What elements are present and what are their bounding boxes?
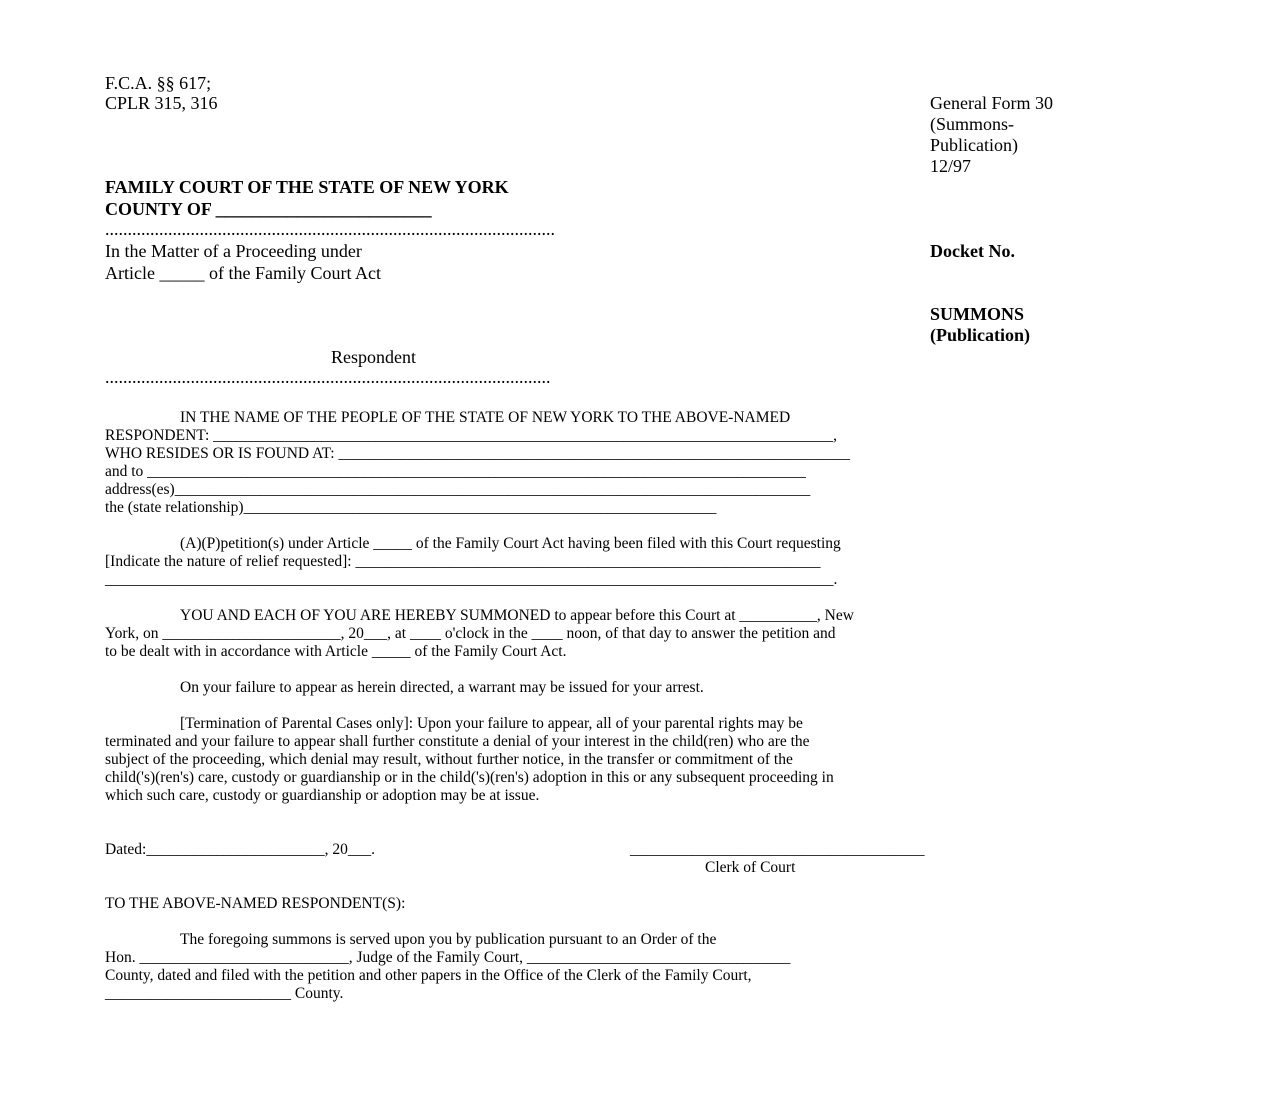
court-name: FAMILY COURT OF THE STATE OF NEW YORK xyxy=(105,177,509,197)
dated-line: Dated:_______________________, 20___. xyxy=(105,841,375,858)
docket-label: Docket No. xyxy=(930,241,1015,261)
resides-line: WHO RESIDES OR IS FOUND AT: __________________________________________________________________ xyxy=(105,445,850,462)
clerk-signature-line: ______________________________________ xyxy=(630,841,925,858)
address-line: address(es)__________________________________________________________________________________ xyxy=(105,481,811,498)
termination-line1: [Termination of Parental Cases only]: Upon your failure to appear, all of your parental rights may be xyxy=(180,715,803,732)
publication-line3: County, dated and filed with the petition and other papers in the Office of the Clerk of the Family Court, xyxy=(105,967,752,984)
publication-line4: ________________________ County. xyxy=(105,985,344,1002)
respondent-line: RESPONDENT: ________________________________________________________________________________, xyxy=(105,427,838,444)
and-to-line: and to _____________________________________________________________________________________ xyxy=(105,463,806,480)
caption-bottom-rule: ................................................................................................... xyxy=(105,367,551,387)
form-date: 12/97 xyxy=(930,156,972,176)
matter-line2: Article _____ of the Family Court Act xyxy=(105,263,381,283)
termination-line5: which such care, custody or guardianship or adoption may be at issue. xyxy=(105,787,540,804)
county-line: COUNTY OF ________________________ xyxy=(105,199,432,219)
form-type-line2: Publication) xyxy=(930,135,1018,155)
matter-line1: In the Matter of a Proceeding under xyxy=(105,241,362,261)
document-title: SUMMONS xyxy=(930,304,1024,324)
clerk-label: Clerk of Court xyxy=(705,859,796,876)
form-number: General Form 30 xyxy=(930,93,1053,113)
to-respondents-heading: TO THE ABOVE-NAMED RESPONDENT(S): xyxy=(105,895,406,912)
termination-line3: subject of the proceeding, which denial may result, without further notice, in the transfer or commitment of the xyxy=(105,751,793,768)
cplr-citation: CPLR 315, 316 xyxy=(105,93,218,113)
termination-line2: terminated and your failure to appear shall further constitute a denial of your interest in the child(ren) who are the xyxy=(105,733,810,750)
statute-citation: F.C.A. §§ 617; xyxy=(105,73,212,93)
summoned-line3: to be dealt with in accordance with Article _____ of the Family Court Act. xyxy=(105,643,567,660)
relief-line: [Indicate the nature of relief requested]: ____________________________________________________________ xyxy=(105,553,821,570)
relationship-line: the (state relationship)_____________________________________________________________ xyxy=(105,499,717,516)
publication-line2: Hon. ___________________________, Judge of the Family Court, __________________________________ xyxy=(105,949,791,966)
summoned-line1: YOU AND EACH OF YOU ARE HEREBY SUMMONED to appear before this Court at __________, New xyxy=(180,607,854,624)
publication-line1: The foregoing summons is served upon you by publication pursuant to an Order of the xyxy=(180,931,717,948)
termination-line4: child('s)(ren's) care, custody or guardianship or in the child('s)(ren's) adoption in this or any subsequent proceeding in xyxy=(105,769,834,786)
caption-top-rule: .................................................................................................... xyxy=(105,219,555,239)
warrant-notice: On your failure to appear as herein directed, a warrant may be issued for your arrest. xyxy=(180,679,704,696)
people-heading: IN THE NAME OF THE PEOPLE OF THE STATE OF NEW YORK TO THE ABOVE-NAMED xyxy=(180,409,791,426)
relief-blank-line: ______________________________________________________________________________________________. xyxy=(105,571,838,588)
petition-line1: (A)(P)petition(s) under Article _____ of the Family Court Act having been filed with this Court requesting xyxy=(180,535,841,552)
summoned-line2: York, on _______________________, 20___, at ____ o'clock in the ____ noon, of that day to answer the petition and xyxy=(105,625,836,642)
respondent-label: Respondent xyxy=(331,347,416,367)
form-type-line1: (Summons- xyxy=(930,114,1015,134)
document-subtitle: (Publication) xyxy=(930,325,1031,345)
